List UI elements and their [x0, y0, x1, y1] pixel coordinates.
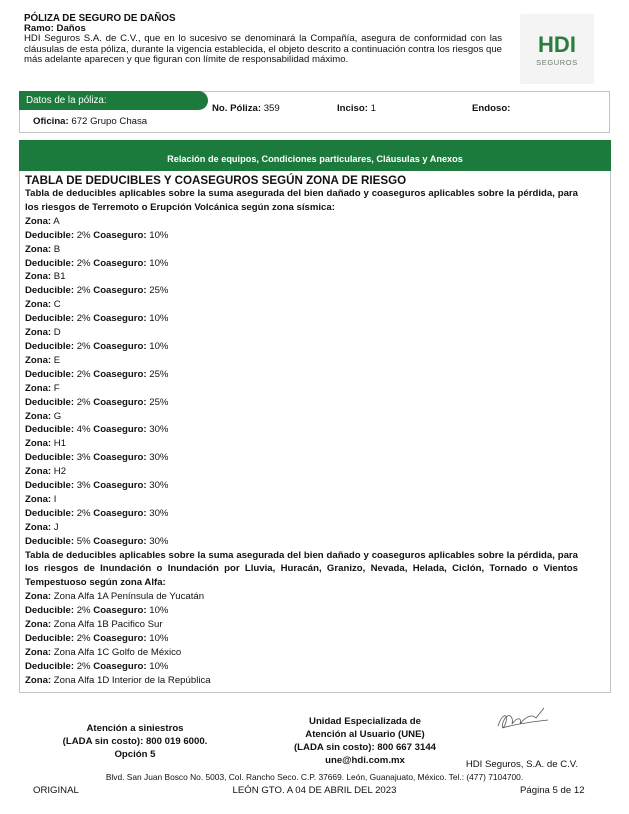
deductible-line: [25, 396, 578, 410]
une-contact: [270, 715, 460, 767]
deductible-line: [25, 535, 578, 549]
deducible-value: 2%: [76, 633, 91, 644]
zone-line: [25, 215, 578, 229]
zone-line: [25, 410, 578, 424]
deducible-value: 2%: [76, 340, 91, 352]
une-line: Atención al Usuario (UNE): [305, 729, 425, 740]
policy-data-tab: [19, 91, 208, 110]
coaseguro-value: 10%: [149, 257, 169, 269]
deducible-label: Deducible:: [25, 452, 75, 464]
zone-label: Zona:: [25, 410, 52, 422]
deducible-value: 4%: [76, 424, 91, 436]
ramo-value: Daños: [56, 23, 86, 35]
zone-label: Zona:: [25, 466, 52, 478]
zone-label: Zona:: [25, 327, 52, 339]
poliza-number-field: [212, 103, 280, 114]
company-address: Blvd. San Juan Bosco No. 5003, Col. Rancho Seco. C.P. 37669. León, Guanajuato, México. Tel.: (477) 7104700.: [105, 772, 524, 782]
deducible-label: Deducible:: [25, 507, 75, 519]
policy-tab-label: Datos de la póliza:: [26, 95, 107, 106]
deducible-value: 2%: [76, 660, 91, 672]
document-title: PÓLIZA DE SEGURO DE DAÑOS: [24, 13, 176, 24]
ramo-label: Ramo:: [24, 23, 54, 35]
section-title: TABLA DE DEDUCIBLES Y COASEGUROS SEGÚN ZONA DE RIESGO: [25, 174, 407, 187]
deductible-line: [25, 284, 578, 298]
zone-value: A: [53, 215, 60, 227]
deducible-label: Deducible:: [25, 368, 75, 380]
zone-line: [25, 646, 578, 660]
deducible-label: Deducible:: [25, 285, 75, 297]
zone-value: J: [53, 521, 59, 533]
deductible-line: [25, 340, 578, 354]
zone-line: [25, 618, 578, 632]
coaseguro-label: Coaseguro:: [93, 368, 147, 380]
zone-label: Zona:: [25, 493, 52, 505]
page-number: Página 5 de 12: [520, 785, 585, 796]
deducible-label: Deducible:: [25, 535, 75, 547]
zone-line: [25, 326, 578, 340]
coaseguro-label: Coaseguro:: [93, 605, 147, 617]
coaseguro-label: Coaseguro:: [93, 633, 147, 644]
coaseguro-value: 10%: [149, 229, 169, 241]
deductible-line: [25, 368, 578, 382]
signature-icon: [492, 702, 552, 736]
coaseguro-label: Coaseguro:: [93, 452, 147, 464]
coaseguro-value: 10%: [149, 660, 169, 672]
une-line: (LADA sin costo): 800 667 3144: [293, 742, 436, 753]
coaseguro-label: Coaseguro:: [93, 507, 147, 519]
deductible-line: [25, 229, 578, 243]
coaseguro-label: Coaseguro:: [93, 424, 147, 436]
zone-line: [25, 493, 578, 507]
coaseguro-value: 10%: [149, 633, 169, 644]
zone-value: B: [53, 243, 61, 255]
hdi-logo: [520, 14, 594, 84]
coaseguro-label: Coaseguro:: [93, 229, 147, 241]
coaseguro-value: 10%: [149, 313, 169, 325]
zone-label: Zona:: [25, 674, 52, 686]
claims-line: Opción 5: [114, 749, 156, 760]
coaseguro-label: Coaseguro:: [93, 285, 147, 297]
zone-label: Zona:: [25, 591, 52, 603]
zone-value: D: [53, 327, 61, 339]
endoso-label: Endoso:: [472, 103, 511, 114]
zone-line: [25, 270, 578, 284]
zone-label: Zona:: [25, 619, 52, 631]
claims-line: (LADA sin costo): 800 019 6000.: [62, 736, 208, 747]
deducible-label: Deducible:: [25, 480, 75, 492]
deducible-label: Deducible:: [25, 257, 75, 269]
deductibles-section: [25, 174, 578, 688]
une-email[interactable]: une@hdi.com.mx: [325, 755, 405, 766]
deducible-value: 2%: [76, 396, 91, 408]
coaseguro-label: Coaseguro:: [93, 535, 147, 547]
deductible-line: [25, 632, 578, 646]
zone-value: E: [53, 354, 61, 366]
zone-label: Zona:: [25, 299, 52, 311]
zone-line: [25, 437, 578, 451]
deducible-label: Deducible:: [25, 396, 75, 408]
oficina-value: 672 Grupo Chasa: [71, 116, 148, 127]
zone-value: H1: [53, 438, 67, 450]
deducible-value: 3%: [76, 480, 91, 492]
coaseguro-label: Coaseguro:: [93, 257, 147, 269]
intro-paragraph: HDI Seguros S.A. de C.V., que en lo sucesivo se denominará la Compañía, asegura de conformidad con las cláusulas de esta póliza, durante la vigencia establecida, el objeto descrito a continuación contra los riesgos que más adelante aparecen y que figuran con límite de responsabilidad máximo.: [24, 33, 502, 65]
coaseguro-value: 25%: [149, 368, 169, 380]
zone-value: I: [53, 493, 57, 505]
zone-label: Zona:: [25, 271, 52, 283]
deductible-line: [25, 312, 578, 326]
coaseguro-label: Coaseguro:: [93, 313, 147, 325]
zone-label: Zona:: [25, 243, 52, 255]
zone-value: C: [53, 299, 61, 311]
oficina-field: [33, 116, 147, 127]
deducible-value: 2%: [76, 507, 91, 519]
une-line: Unidad Especializada de: [309, 716, 421, 727]
inciso-label: Inciso:: [337, 103, 368, 114]
coaseguro-label: Coaseguro:: [93, 396, 147, 408]
poliza-value: 359: [263, 103, 280, 114]
issue-date: LEÓN GTO. A 04 DE ABRIL DEL 2023: [232, 785, 397, 796]
deductible-line: [25, 451, 578, 465]
logo-wordmark: HDI: [538, 32, 576, 57]
oficina-label: Oficina:: [33, 116, 69, 127]
zone-value: G: [53, 410, 62, 422]
section-header-bar: [19, 140, 611, 171]
deducible-label: Deducible:: [25, 660, 75, 672]
coaseguro-value: 30%: [149, 535, 169, 547]
deducible-value: 2%: [76, 313, 91, 325]
zone-label: Zona:: [25, 354, 52, 366]
coaseguro-value: 25%: [149, 396, 169, 408]
coaseguro-value: 10%: [149, 605, 169, 617]
zone-value: Zona Alfa 1D Interior de la República: [53, 674, 211, 686]
deducible-value: 2%: [76, 605, 91, 617]
poliza-label: No. Póliza:: [212, 103, 262, 114]
zone-value: Zona Alfa 1C Golfo de México: [53, 646, 182, 658]
zone-line: [25, 590, 578, 604]
deducible-value: 3%: [76, 452, 91, 464]
company-name: HDI Seguros, S.A. de C.V.: [465, 759, 578, 770]
inciso-field: [337, 103, 376, 114]
deducible-value: 2%: [76, 368, 91, 380]
deductible-line: [25, 507, 578, 521]
policy-header: [24, 14, 502, 65]
coaseguro-value: 10%: [149, 340, 169, 352]
deducible-value: 5%: [76, 535, 91, 547]
section-header-label: Relación de equipos, Condiciones particulares, Cláusulas y Anexos: [167, 154, 463, 164]
zone-line: [25, 521, 578, 535]
zone-value: B1: [53, 271, 66, 283]
zone-line: [25, 298, 578, 312]
zone-line: [25, 465, 578, 479]
deductible-line: [25, 604, 578, 618]
logo-subtitle: SEGUROS: [536, 58, 578, 67]
zone-value: Zona Alfa 1B Pacifico Sur: [53, 619, 163, 631]
zone-value: H2: [53, 466, 67, 478]
claims-line: Atención a siniestros: [86, 723, 184, 734]
coaseguro-label: Coaseguro:: [93, 660, 147, 672]
deducible-label: Deducible:: [25, 313, 75, 325]
zone-line: [25, 382, 578, 396]
zone-line: [25, 674, 578, 688]
deducible-value: 2%: [76, 257, 91, 269]
zone-label: Zona:: [25, 646, 52, 658]
deductible-line: [25, 257, 578, 271]
coaseguro-value: 30%: [149, 480, 169, 492]
deductible-line: [25, 423, 578, 437]
claims-contact: [40, 722, 230, 761]
coaseguro-value: 30%: [149, 452, 169, 464]
page-footer: [0, 700, 629, 814]
coaseguro-value: 30%: [149, 424, 169, 436]
inciso-value: 1: [370, 103, 376, 114]
zone-value: Zona Alfa 1A Península de Yucatán: [53, 591, 205, 603]
zone-label: Zona:: [25, 521, 52, 533]
deducible-label: Deducible:: [25, 633, 75, 644]
deducible-label: Deducible:: [25, 229, 75, 241]
deductible-line: [25, 660, 578, 674]
alfa-intro: Tabla de deducibles aplicables sobre la suma asegurada del bien dañado y coaseguros aplicables sobre la pérdida, para los riesgos de Inundación o Inundación por Lluvia, Huracán, Granizo, Nevada, Helada, Ciclón, Tornado o Vientos Tempestuoso según zona Alfa:: [25, 549, 578, 589]
alfa-zone-list: [25, 590, 578, 687]
deducible-value: 2%: [76, 229, 91, 241]
deductible-line: [25, 479, 578, 493]
seismic-intro: Tabla de deducibles aplicables sobre la suma asegurada del bien dañado y coaseguros aplicables sobre la pérdida, para los riesgos de Terremoto o Erupción Volcánica según zona sísmica:: [25, 188, 578, 213]
zone-line: [25, 243, 578, 257]
zone-label: Zona:: [25, 438, 52, 450]
coaseguro-label: Coaseguro:: [93, 340, 147, 352]
deducible-value: 2%: [76, 285, 91, 297]
zone-value: F: [53, 382, 60, 394]
copy-type: ORIGINAL: [33, 785, 79, 796]
deducible-label: Deducible:: [25, 340, 75, 352]
seismic-zone-list: [25, 215, 578, 549]
zone-label: Zona:: [25, 382, 52, 394]
zone-line: [25, 354, 578, 368]
deducible-label: Deducible:: [25, 424, 75, 436]
coaseguro-value: 25%: [149, 285, 169, 297]
coaseguro-value: 30%: [149, 507, 169, 519]
deducible-label: Deducible:: [25, 605, 75, 617]
coaseguro-label: Coaseguro:: [93, 480, 147, 492]
zone-label: Zona:: [25, 215, 52, 227]
endoso-field: [472, 103, 510, 114]
